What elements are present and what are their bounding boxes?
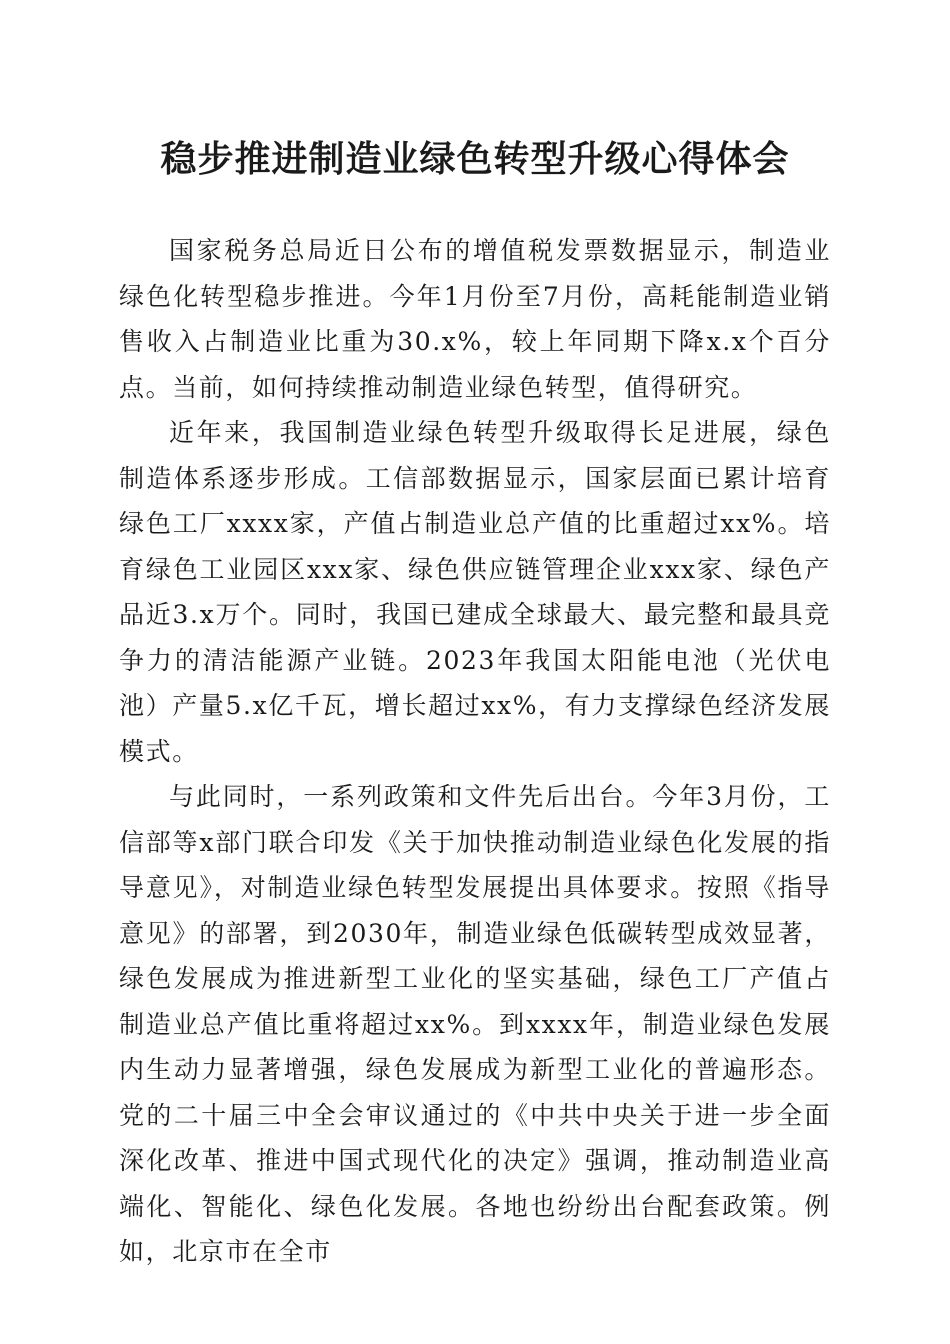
document-body: [119, 228, 831, 1275]
paragraph-3: 与此同时，一系列政策和文件先后出台。今年3月份，工信部等x部门联合印发《关于加快推动制造业绿色化发展的指导意见》，对制造业绿色转型发展提出具体要求。按照《指导意见》的部署，到2030年，制造业绿色低碳转型成效显著，绿色发展成为推进新型工业化的坚实基础，绿色工厂产值占制造业总产值比重将超过xx%。到xxxx年，制造业绿色发展内生动力显著增强，绿色发展成为新型工业化的普遍形态。党的二十届三中全会审议通过的《中共中央关于进一步全面深化改革、推进中国式现代化的决定》强调，推动制造业高端化、智能化、绿色化发展。各地也纷纷出台配套政策。例如，北京市在全市: [119, 782, 831, 1266]
paragraph-1: 国家税务总局近日公布的增值税发票数据显示，制造业绿色化转型稳步推进。今年1月份至7月份，高耗能制造业销售收入占制造业比重为30.x%，较上年同期下降x.x个百分点。当前，如何持续推动制造业绿色转型，值得研究。: [119, 236, 831, 402]
paragraph-2: 近年来，我国制造业绿色转型升级取得长足进展，绿色制造体系逐步形成。工信部数据显示，国家层面已累计培育绿色工厂xxxx家，产值占制造业总产值的比重超过xx%。培育绿色工业园区xxx家、绿色供应链管理企业xxx家、绿色产品近3.x万个。同时，我国已建成全球最大、最完整和最具竞争力的清洁能源产业链。2023年我国太阳能电池（光伏电池）产量5.x亿千瓦，增长超过xx%，有力支撑绿色经济发展模式。: [119, 418, 831, 766]
document-title: 稳步推进制造业绿色转型升级心得体会: [160, 139, 790, 180]
